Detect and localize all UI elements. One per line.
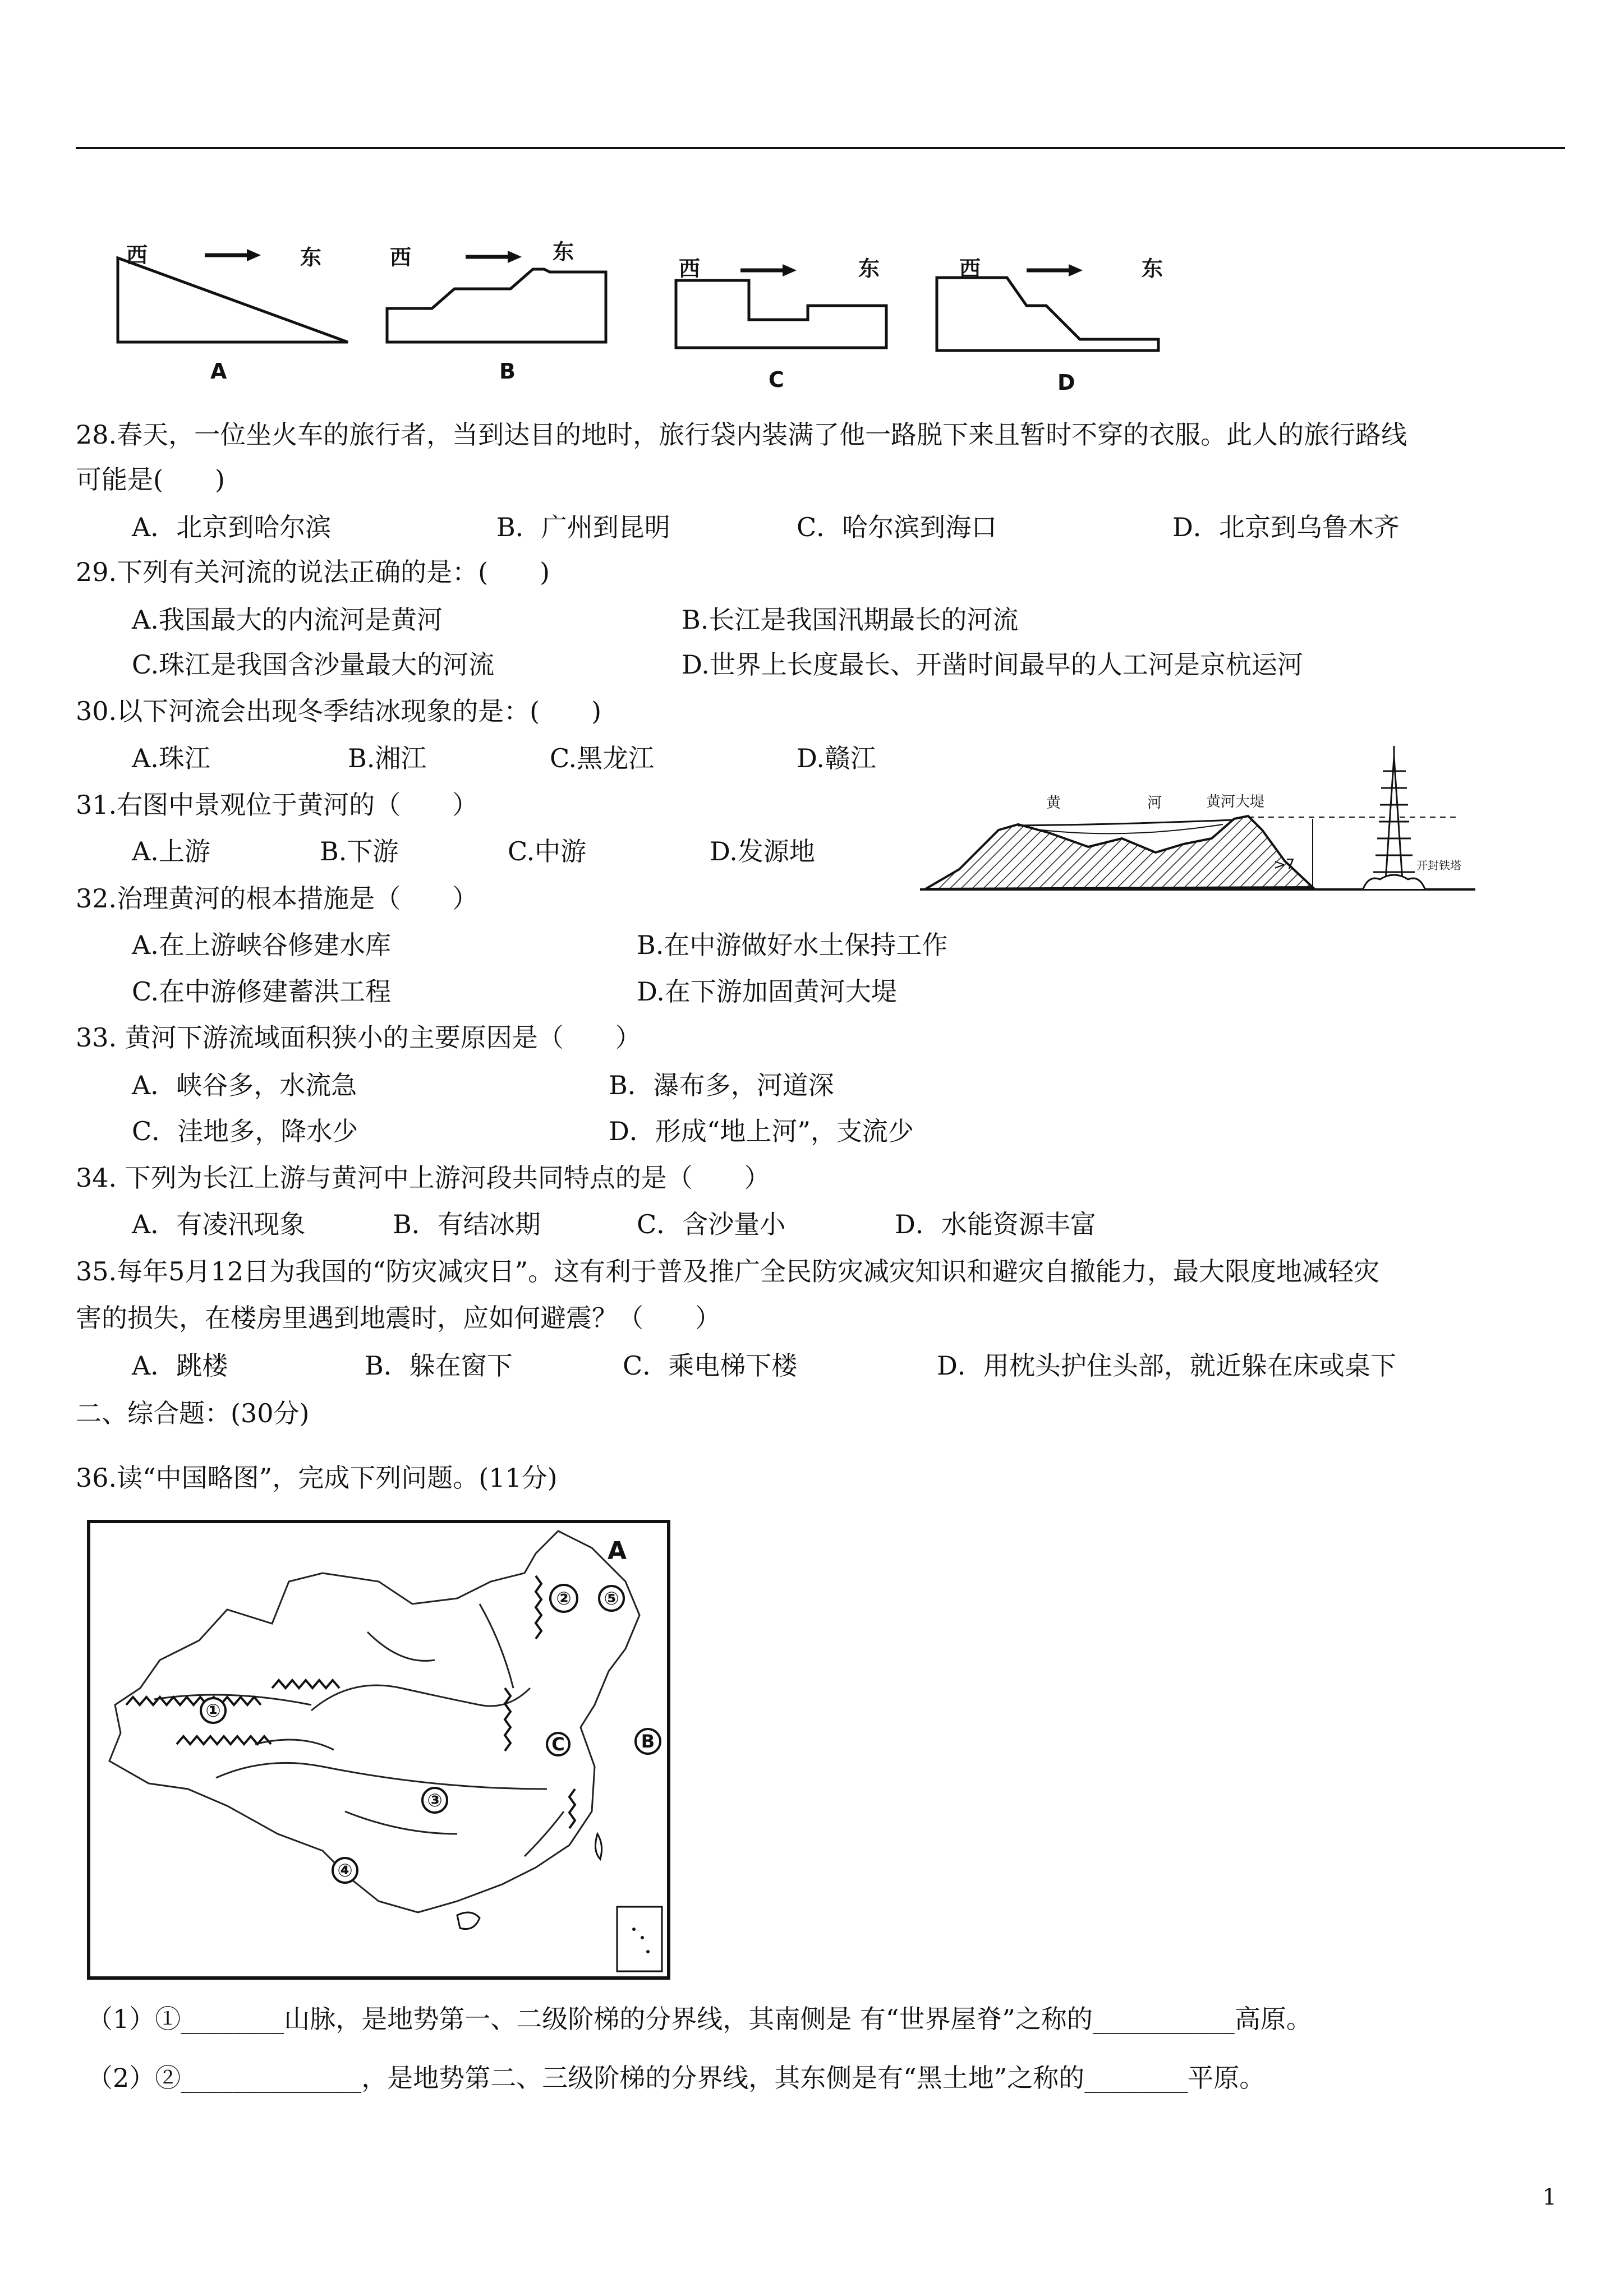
q32-option-d: D.在下游加固黄河大堤 (637, 976, 897, 1007)
profile-d-west: 西 (959, 256, 981, 281)
label-he: 河 (1147, 795, 1162, 812)
q30-option-a: A.珠江 (132, 743, 210, 773)
q30-option-d: D.赣江 (797, 743, 876, 773)
q28-stem-line1: 28.春天，一位坐火车的旅行者，当到达目的地时，旅行袋内装满了他一路脱下来且暂时不穿的衣服。此人的旅行路线 (76, 419, 1407, 450)
map-label-a: A (607, 1537, 627, 1565)
label-huang: 黄 (1046, 795, 1061, 812)
profile-a-east: 东 (300, 245, 322, 270)
q34-stem: 34. 下列为长江上游与黄河中上游河段共同特点的是（ ） (76, 1163, 770, 1193)
profile-d-east: 东 (1142, 256, 1163, 281)
q33-option-a: A．峡谷多，水流急 (132, 1070, 357, 1100)
q28-stem-line2: 可能是( ) (76, 464, 225, 495)
map-label-3: ③ (427, 1790, 443, 1811)
header-rule (76, 147, 1565, 149)
q34-option-a: A．有凌汛现象 (132, 1209, 306, 1239)
profile-d-label: D (1057, 370, 1075, 395)
profile-c (676, 280, 886, 348)
profile-d (937, 278, 1158, 351)
q31-option-a: A.上游 (132, 836, 210, 866)
q34-option-c: C．含沙量小 (637, 1209, 786, 1239)
map-label-b: B (641, 1731, 655, 1752)
q31-option-b: B.下游 (320, 836, 399, 866)
south-china-sea-inset (617, 1907, 662, 1971)
q29-option-b: B.长江是我国汛期最长的河流 (682, 605, 1019, 635)
q35-stem-line1: 35.每年5月12日为我国的“防灾减灾日”。这有利于普及推广全民防灾减灾知识和避灾自撤能力，最大限度地减轻灾 (76, 1256, 1379, 1287)
label-dike: 黄河大堤 (1206, 794, 1265, 810)
profile-b-west: 西 (390, 245, 412, 270)
profile-c-east: 东 (858, 256, 880, 281)
river-water (1018, 820, 1234, 826)
label-tower: 开封铁塔 (1416, 859, 1461, 872)
q33-option-b: B．瀑布多，河道深 (609, 1070, 834, 1100)
q36-sub1: （1）①________山脉，是地势第一、二级阶梯的分界线，其南侧是 有“世界屋脊”之称的___________高原。 (87, 2004, 1312, 2034)
q32-option-b: B.在中游做好水土保持工作 (637, 930, 948, 960)
q28-option-b: B．广州到昆明 (496, 512, 670, 542)
profile-a-label: A (210, 359, 227, 384)
map-label-2: ② (556, 1588, 572, 1609)
profile-a (118, 258, 348, 342)
map-label-5: ⑤ (604, 1588, 619, 1609)
q35-option-d: D．用枕头护住头部，就近躲在床或桌下 (937, 1350, 1396, 1381)
q30-stem: 30.以下河流会出现冬季结冰现象的是：( ) (76, 696, 602, 726)
q29-stem: 29.下列有关河流的说法正确的是：( ) (76, 557, 550, 587)
q28-option-c: C．哈尔滨到海口 (797, 512, 997, 542)
profile-b-east: 东 (553, 239, 574, 264)
profile-c-label: C (769, 367, 784, 392)
map-label-1: ① (205, 1700, 221, 1721)
q32-option-c: C.在中游修建蓄洪工程 (132, 976, 392, 1007)
q29-option-d: D.世界上长度最长、开凿时间最早的人工河是京杭运河 (682, 649, 1303, 680)
q35-option-c: C．乘电梯下楼 (623, 1350, 798, 1381)
q33-option-d: D．形成“地上河”，支流少 (609, 1116, 914, 1146)
map-label-4: ④ (337, 1860, 353, 1881)
q28-option-d: D．北京到乌鲁木齐 (1172, 512, 1400, 542)
q30-option-c: C.黑龙江 (550, 743, 655, 773)
q29-option-a: A.我国最大的内流河是黄河 (132, 605, 443, 635)
riverbed (926, 816, 1313, 889)
yellow-river-cross-section-figure (920, 740, 1481, 897)
q28-option-a: A．北京到哈尔滨 (132, 512, 332, 542)
q29-option-c: C.珠江是我国含沙量最大的河流 (132, 649, 495, 680)
q35-stem-line2: 害的损失，在楼房里遇到地震时，应如何避震？（ ） (76, 1303, 721, 1333)
q30-option-b: B.湘江 (348, 743, 427, 773)
q33-option-c: C．洼地多，降水少 (132, 1116, 358, 1146)
profile-c-west: 西 (679, 256, 701, 281)
q34-option-d: D．水能资源丰富 (895, 1209, 1096, 1239)
page-number: 1 (1542, 2184, 1557, 2210)
q35-option-b: B．躲在窗下 (365, 1350, 513, 1381)
profile-b-label: B (499, 359, 516, 384)
map-label-c: C (551, 1733, 565, 1755)
q33-stem: 33. 黄河下游流域面积狭小的主要原因是（ ） (76, 1022, 641, 1053)
q35-option-a: A．跳楼 (132, 1350, 228, 1381)
q31-option-d: D.发源地 (710, 836, 815, 866)
q32-option-a: A.在上游峡谷修建水库 (132, 930, 391, 960)
label-height: >7 (1273, 856, 1295, 873)
q34-option-b: B．有结冰期 (393, 1209, 541, 1239)
profile-a-west: 西 (126, 243, 148, 268)
q32-stem: 32.治理黄河的根本措施是（ ） (76, 883, 479, 914)
q31-stem: 31.右图中景观位于黄河的（ ） (76, 790, 479, 820)
section2-title: 二、综合题：(30分) (76, 1398, 310, 1428)
q36-sub2: （2）②______________，是地势第二、三级阶梯的分界线，其东侧是有“黑土地”之称的________平原。 (87, 2063, 1266, 2093)
china-sketch-map (87, 1520, 670, 1980)
profile-b (387, 269, 606, 342)
q31-option-c: C.中游 (508, 836, 587, 866)
q36-stem: 36.读“中国略图”，完成下列问题。(11分) (76, 1463, 558, 1493)
terrain-profiles-figure (107, 236, 1184, 404)
